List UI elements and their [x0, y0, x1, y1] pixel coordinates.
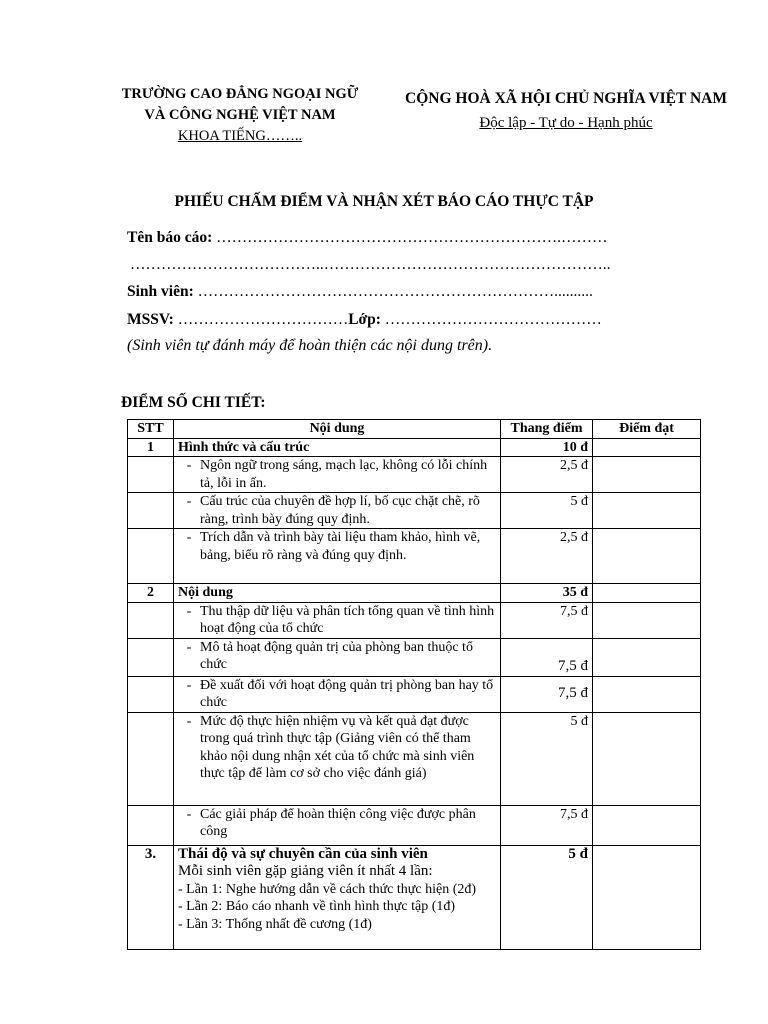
criterion-score: 5 đ	[501, 712, 593, 805]
criterion-score: 7,5 đ	[501, 805, 593, 845]
header-achieved: Điểm đạt	[593, 420, 701, 439]
table-row	[128, 712, 701, 805]
national-motto: Độc lập - Tự do - Hạnh phúc	[479, 115, 653, 131]
group-row-content	[128, 584, 701, 603]
table-row	[128, 493, 701, 529]
achieved-score-cell[interactable]	[593, 638, 701, 676]
criterion-text: Các giải pháp để hoàn thiện công việc được phân công	[200, 806, 476, 839]
criterion-score: 7,5 đ	[501, 638, 593, 676]
table-row	[128, 457, 701, 493]
achieved-score-cell[interactable]	[593, 438, 701, 457]
criterion-score: 7,5 đ	[501, 676, 593, 712]
criterion-text: Trích dẫn và trình bày tài liệu tham khảo, hình vẽ, bảng, biểu rõ ràng và đúng quy định.	[200, 530, 481, 563]
criterion-cell: - Ngôn ngữ trong sáng, mạch lạc, không có lỗi chính tả, lỗi in ấn.	[174, 457, 501, 493]
table-row	[128, 638, 701, 676]
achieved-score-cell[interactable]	[593, 712, 701, 805]
criterion-cell: - Các giải pháp để hoàn thiện công việc được phân công	[174, 805, 501, 845]
achieved-score-cell[interactable]	[593, 493, 701, 529]
table-row	[128, 602, 701, 638]
group-number: 1	[128, 438, 174, 457]
group-title: Nội dung	[174, 584, 501, 603]
criterion-text: Cấu trúc của chuyên đề hợp lí, bố cục chặt chẽ, rõ ràng, trình bày đúng quy định.	[200, 494, 480, 527]
section-title: ĐIỂM SỐ CHI TIẾT:	[121, 394, 266, 411]
school-name-line1: TRƯỜNG CAO ĐẲNG NGOẠI NGỮ	[121, 86, 359, 102]
page-title: PHIẾU CHẤM ĐIỂM VÀ NHẬN XÉT BÁO CÁO THỰC TẬP	[174, 193, 594, 210]
attitude-line: Mỗi sinh viên gặp giảng viên ít nhất 4 lần:	[178, 863, 433, 879]
school-header	[100, 84, 380, 147]
criterion-cell: - Mức độ thực hiện nhiệm vụ và kết quả đạt được trong quá trình thực tập (Giảng viên có thể tham khảo nội dung nhận xét của tổ chức mà sinh viên thực tập để làm cơ sở cho việc đánh giá)	[174, 712, 501, 805]
achieved-score-cell[interactable]	[593, 529, 701, 584]
group-title: Hình thức và cấu trúc	[174, 438, 501, 457]
table-row	[128, 805, 701, 845]
mssv-label: MSSV:	[127, 311, 174, 328]
criterion-text: Đề xuất đối với hoạt động quản trị phòng ban hay tổ chức	[200, 677, 494, 710]
criterion-cell: - Mô tả hoạt động quản trị của phòng ban thuộc tổ chức	[174, 638, 501, 676]
report-name-label: Tên báo cáo:	[127, 229, 213, 246]
mssv-dots: ……………………………	[173, 311, 349, 328]
student-field	[127, 283, 593, 301]
faculty-name: KHOA TIẾNG……..	[177, 128, 303, 144]
group-row-form	[128, 438, 701, 457]
class-label: Lớp:	[348, 311, 381, 328]
table-row	[128, 676, 701, 712]
achieved-score-cell[interactable]	[593, 584, 701, 603]
attitude-line: - Lần 2: Báo cáo nhanh về tình hình thực tập (1đ)	[178, 899, 456, 914]
school-name-line2: VÀ CÔNG NGHỆ VIỆT NAM	[144, 107, 336, 123]
instruction-note: (Sinh viên tự đánh máy để hoàn thiện các nội dung trên).	[127, 337, 493, 354]
report-name-dots: ………………………………………………………….………	[212, 229, 608, 246]
achieved-score-cell[interactable]	[593, 805, 701, 845]
group-row-attitude	[128, 845, 701, 949]
mssv-class-field	[127, 311, 602, 329]
criterion-text: Mô tả hoạt động quản trị của phòng ban thuộc tổ chức	[200, 639, 473, 672]
header-content: Nội dung	[174, 420, 501, 439]
class-dots: ……………………………………	[380, 311, 602, 328]
criterion-score: 7,5 đ	[501, 602, 593, 638]
group-score: 10 đ	[501, 438, 593, 457]
group-title: Thái độ và sự chuyên cần của sinh viên	[178, 845, 428, 862]
student-dots: ……………………………………………………………..........	[193, 283, 593, 300]
score-table	[127, 419, 701, 950]
report-name-field	[127, 229, 608, 247]
criterion-text: Ngôn ngữ trong sáng, mạch lạc, không có lỗi chính tả, lỗi in ấn.	[200, 458, 488, 491]
attitude-line: - Lần 1: Nghe hướng dẫn về cách thức thực hiện (2đ)	[178, 881, 477, 897]
header-scale: Thang điểm	[501, 420, 593, 439]
table-header-row	[128, 420, 701, 439]
attitude-line: - Lần 3: Thống nhất đề cương (1đ)	[178, 916, 372, 932]
criterion-cell: - Cấu trúc của chuyên đề hợp lí, bố cục chặt chẽ, rõ ràng, trình bày đúng quy định.	[174, 493, 501, 529]
country-name: CỘNG HOÀ XÃ HỘI CHỦ NGHĨA VIỆT NAM	[405, 90, 727, 107]
criterion-score: 2,5 đ	[501, 529, 593, 584]
header-stt: STT	[128, 420, 174, 439]
table-row	[128, 529, 701, 584]
achieved-score-cell[interactable]	[593, 457, 701, 493]
national-header	[384, 86, 748, 136]
group-score: 5 đ	[501, 845, 593, 949]
criterion-cell: - Thu thập dữ liệu và phân tích tổng quan về tình hình hoạt động của tổ chức	[174, 602, 501, 638]
criterion-cell: - Trích dẫn và trình bày tài liệu tham khảo, hình vẽ, bảng, biểu rõ ràng và đúng quy định.	[174, 529, 501, 584]
attitude-cell	[174, 845, 501, 949]
achieved-score-cell[interactable]	[593, 845, 701, 949]
criterion-cell: - Đề xuất đối với hoạt động quản trị phòng ban hay tổ chức	[174, 676, 501, 712]
achieved-score-cell[interactable]	[593, 602, 701, 638]
report-name-dots-line2: ………………………………..………………………………………………..	[130, 256, 611, 273]
student-label: Sinh viên:	[127, 283, 194, 300]
group-number: 3.	[128, 845, 174, 949]
criterion-score: 5 đ	[501, 493, 593, 529]
group-number: 2	[128, 584, 174, 603]
criterion-text: Mức độ thực hiện nhiệm vụ và kết quả đạt được trong quá trình thực tập (Giảng viên có thể tham khảo nội dung nhận xét của tổ chức mà sinh viên thực tập để làm cơ sở cho việc đánh giá)	[200, 713, 475, 781]
achieved-score-cell[interactable]	[593, 676, 701, 712]
group-score: 35 đ	[501, 584, 593, 603]
criterion-score: 2,5 đ	[501, 457, 593, 493]
criterion-text: Thu thập dữ liệu và phân tích tổng quan về tình hình hoạt động của tổ chức	[200, 603, 495, 636]
